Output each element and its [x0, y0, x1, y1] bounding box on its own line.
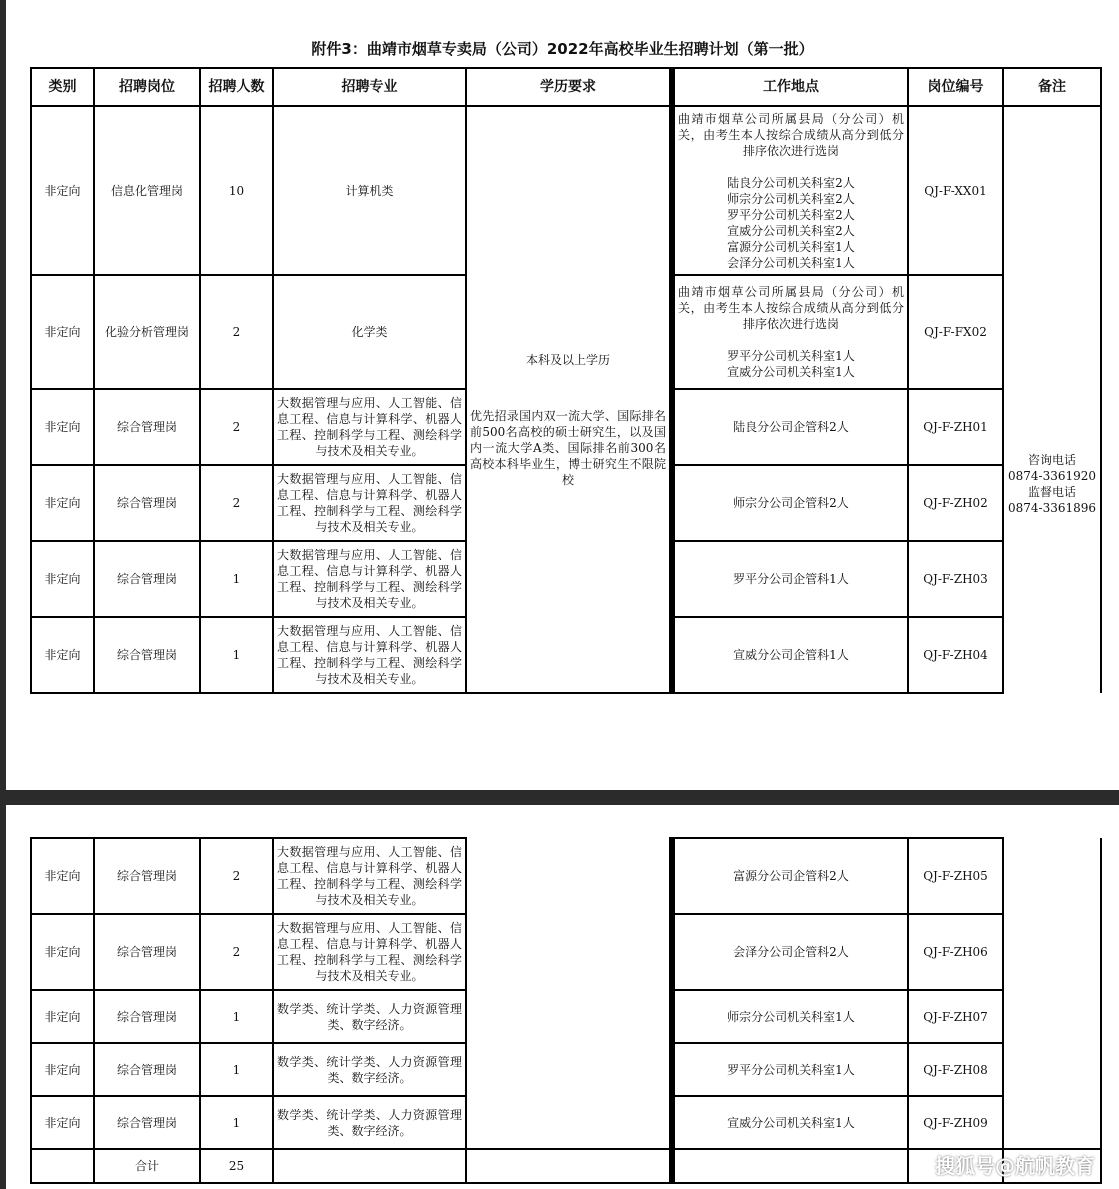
location-intro: 曲靖市烟草公司所属县局（分公司）机关，由考生本人按综合成绩从高分到低分排序依次进行选岗	[678, 285, 904, 331]
cell-location	[672, 275, 908, 389]
cell-major: 大数据管理与应用、人工智能、信息工程、信息与计算科学、机器人工程、控制科学与工程、测绘科学与技术及相关专业。	[273, 541, 466, 617]
header-education: 学历要求	[466, 68, 672, 106]
cell-education	[466, 1149, 672, 1183]
cell-code: QJ-F-ZH04	[908, 617, 1003, 693]
cell-code: QJ-F-ZH08	[908, 1043, 1003, 1096]
cell-count: 2	[200, 389, 273, 465]
location-item: 会泽分公司机关科室1人	[727, 255, 855, 270]
document-title: 附件3：曲靖市烟草专卖局（公司）2022年高校毕业生招聘计划（第一批）	[311, 40, 814, 58]
cell-major: 计算机类	[273, 106, 466, 275]
cell-education	[466, 106, 672, 693]
cell-category: 非定向	[31, 275, 94, 389]
document-page-2	[6, 805, 1119, 1189]
cell-location: 师宗分公司机关科室1人	[672, 990, 908, 1043]
document-page-1	[6, 0, 1119, 790]
cell-code: QJ-F-XX01	[908, 106, 1003, 275]
location-item: 罗平分公司机关科室2人	[727, 207, 855, 222]
cell-major: 大数据管理与应用、人工智能、信息工程、信息与计算科学、机器人工程、控制科学与工程、测绘科学与技术及相关专业。	[273, 838, 466, 914]
cell-count: 1	[200, 617, 273, 693]
cell-count: 1	[200, 1043, 273, 1096]
cell-category: 非定向	[31, 990, 94, 1043]
cell-count: 2	[200, 275, 273, 389]
cell-count: 10	[200, 106, 273, 275]
remark-consult-label: 咨询电话	[1027, 453, 1076, 467]
cell-location: 陆良分公司企管科2人	[672, 389, 908, 465]
cell-category: 非定向	[31, 465, 94, 541]
cell-category: 非定向	[31, 541, 94, 617]
cell-code: QJ-F-ZH06	[908, 914, 1003, 990]
cell-code: QJ-F-ZH05	[908, 838, 1003, 914]
cell-category: 非定向	[31, 1043, 94, 1096]
cell-position: 信息化管理岗	[94, 106, 200, 275]
cell-position: 综合管理岗	[94, 1043, 200, 1096]
header-category: 类别	[31, 68, 94, 106]
cell-position: 综合管理岗	[94, 389, 200, 465]
cell-category: 非定向	[31, 1096, 94, 1149]
cell-code: QJ-F-ZH09	[908, 1096, 1003, 1149]
cell-position: 综合管理岗	[94, 1096, 200, 1149]
location-item: 罗平分公司机关科室1人	[727, 349, 855, 363]
education-priority: 优先招录国内双一流大学、国际排名前500名高校的硕士研究生，以及国内一流大学A类、国际排名前300名高校本科毕业生，博士研究生不限院校	[470, 408, 666, 487]
cell-major: 数学类、统计学类、人力资源管理类、数字经济。	[273, 1043, 466, 1096]
header-position: 招聘岗位	[94, 68, 200, 106]
cell-position: 综合管理岗	[94, 838, 200, 914]
cell-count: 1	[200, 541, 273, 617]
cell-category	[31, 1149, 94, 1183]
cell-major: 数学类、统计学类、人力资源管理类、数字经济。	[273, 990, 466, 1043]
cell-location	[672, 106, 908, 275]
cell-major	[273, 1149, 466, 1183]
remark-supervise-phone: 0874-3361896	[1007, 501, 1097, 515]
cell-location: 富源分公司企管科2人	[672, 838, 908, 914]
header-count: 招聘人数	[200, 68, 273, 106]
total-count: 25	[200, 1149, 273, 1183]
table-header-row	[31, 68, 1101, 106]
header-remark: 备注	[1003, 68, 1101, 106]
cell-location: 宣威分公司机关科室1人	[672, 1096, 908, 1149]
cell-category: 非定向	[31, 389, 94, 465]
cell-code: QJ-F-ZH03	[908, 541, 1003, 617]
education-main: 本科及以上学历	[525, 352, 610, 367]
location-item: 师宗分公司机关科室2人	[727, 191, 855, 206]
location-item: 宣威分公司机关科室2人	[727, 223, 855, 238]
cell-major: 大数据管理与应用、人工智能、信息工程、信息与计算科学、机器人工程、控制科学与工程、测绘科学与技术及相关专业。	[273, 389, 466, 465]
table-row	[31, 106, 1101, 275]
cell-location: 罗平分公司机关科室1人	[672, 1043, 908, 1096]
cell-count: 1	[200, 1096, 273, 1149]
cell-position: 综合管理岗	[94, 465, 200, 541]
watermark: 搜狐号@航帆教育	[935, 1154, 1095, 1178]
recruitment-table	[30, 67, 1102, 694]
cell-major: 化学类	[273, 275, 466, 389]
cell-major: 大数据管理与应用、人工智能、信息工程、信息与计算科学、机器人工程、控制科学与工程、测绘科学与技术及相关专业。	[273, 617, 466, 693]
location-item: 富源分公司机关科室1人	[727, 239, 855, 254]
cell-position: 化验分析管理岗	[94, 275, 200, 389]
cell-location: 师宗分公司企管科2人	[672, 465, 908, 541]
cell-code: QJ-F-ZH01	[908, 389, 1003, 465]
header-major: 招聘专业	[273, 68, 466, 106]
cell-code: QJ-F-ZH07	[908, 990, 1003, 1043]
cell-major: 大数据管理与应用、人工智能、信息工程、信息与计算科学、机器人工程、控制科学与工程、测绘科学与技术及相关专业。	[273, 914, 466, 990]
cell-category: 非定向	[31, 106, 94, 275]
cell-count: 2	[200, 465, 273, 541]
cell-category: 非定向	[31, 838, 94, 914]
cell-major: 数学类、统计学类、人力资源管理类、数字经济。	[273, 1096, 466, 1149]
recruitment-table-continued	[30, 837, 1102, 1184]
total-label: 合计	[94, 1149, 200, 1183]
cell-position: 综合管理岗	[94, 617, 200, 693]
cell-remark	[1003, 106, 1101, 693]
header-code: 岗位编号	[908, 68, 1003, 106]
cell-location: 罗平分公司企管科1人	[672, 541, 908, 617]
cell-remark	[1003, 838, 1101, 1149]
cell-count: 2	[200, 838, 273, 914]
cell-position: 综合管理岗	[94, 914, 200, 990]
cell-count: 2	[200, 914, 273, 990]
cell-position: 综合管理岗	[94, 541, 200, 617]
remark-supervise-label: 监督电话	[1027, 485, 1076, 499]
cell-code: QJ-F-ZH02	[908, 465, 1003, 541]
cell-location: 会泽分公司企管科2人	[672, 914, 908, 990]
cell-location	[672, 1149, 908, 1183]
table-row	[31, 838, 1101, 914]
cell-position: 综合管理岗	[94, 990, 200, 1043]
cell-category: 非定向	[31, 617, 94, 693]
remark-consult-phone: 0874-3361920	[1007, 469, 1097, 483]
cell-location: 宣威分公司企管科1人	[672, 617, 908, 693]
header-location: 工作地点	[672, 68, 908, 106]
location-item: 陆良分公司机关科室2人	[727, 175, 855, 190]
cell-code: QJ-F-FX02	[908, 275, 1003, 389]
location-item: 宣威分公司机关科室1人	[727, 365, 855, 379]
cell-major: 大数据管理与应用、人工智能、信息工程、信息与计算科学、机器人工程、控制科学与工程、测绘科学与技术及相关专业。	[273, 465, 466, 541]
cell-count: 1	[200, 990, 273, 1043]
cell-category: 非定向	[31, 914, 94, 990]
cell-education	[466, 838, 672, 1149]
location-intro: 曲靖市烟草公司所属县局（分公司）机关，由考生本人按综合成绩从高分到低分排序依次进行选岗	[678, 111, 904, 158]
